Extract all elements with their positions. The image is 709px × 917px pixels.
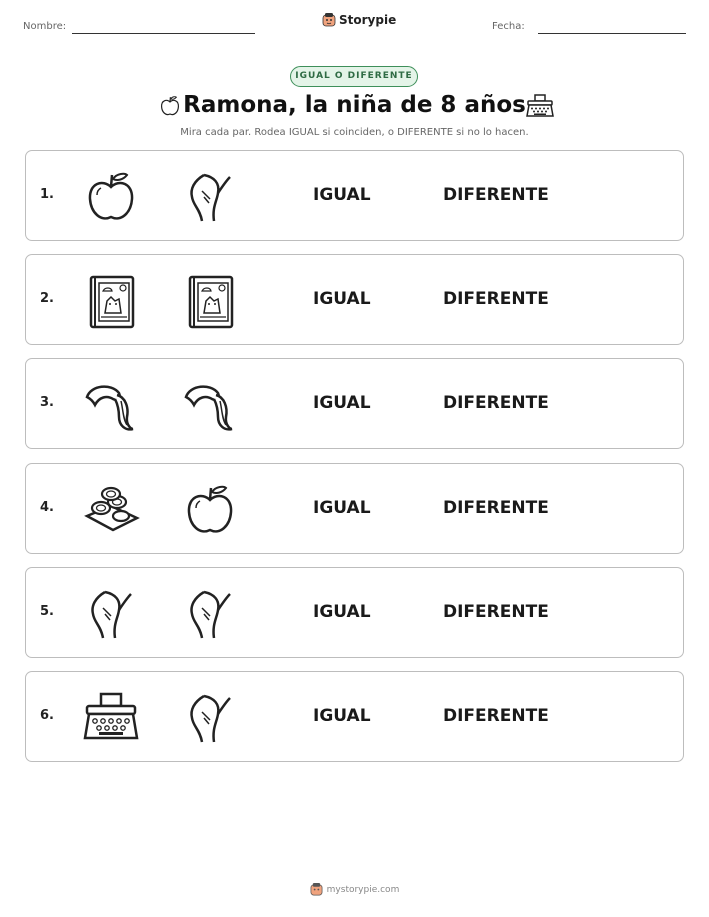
row-number: 5. <box>40 603 54 619</box>
igual-option[interactable]: IGUAL <box>313 706 371 726</box>
diferente-option[interactable]: DIFERENTE <box>443 289 549 310</box>
date-label: Fecha: <box>492 21 525 32</box>
row-number: 1. <box>40 187 54 202</box>
typewriter-icon <box>525 93 555 124</box>
knee-icon <box>81 584 141 644</box>
diferente-option[interactable]: DIFERENTE <box>443 706 549 726</box>
exercise-row <box>25 463 684 554</box>
brand-name: Storypie <box>339 13 397 27</box>
typewriter-icon <box>81 688 141 748</box>
storypie-logo-icon <box>310 882 323 897</box>
exercise-row <box>25 358 684 449</box>
knee-icon <box>180 167 240 227</box>
coins-icon <box>81 480 141 540</box>
footer <box>0 882 709 900</box>
diferente-option[interactable]: DIFERENTE <box>443 497 549 518</box>
brand-logo <box>322 12 396 28</box>
ponytail-icon <box>180 375 240 435</box>
worksheet-badge: IGUAL O DIFERENTE <box>290 66 418 87</box>
exercise-row <box>25 150 684 241</box>
knee-icon <box>180 584 240 644</box>
row-number: 4. <box>40 499 54 515</box>
exercise-row <box>25 254 684 345</box>
ponytail-icon <box>81 375 141 435</box>
row-number: 2. <box>40 291 54 307</box>
book-icon <box>180 271 240 331</box>
igual-option[interactable]: IGUAL <box>313 497 371 518</box>
knee-icon <box>180 688 240 748</box>
igual-option[interactable]: IGUAL <box>313 289 371 310</box>
diferente-option[interactable]: DIFERENTE <box>443 185 549 205</box>
igual-option[interactable]: IGUAL <box>313 393 371 414</box>
igual-option[interactable]: IGUAL <box>313 601 371 622</box>
footer-url[interactable]: mystorypie.com <box>326 884 400 895</box>
row-number: 6. <box>40 708 54 723</box>
page-title: Ramona, la niña de 8 años <box>183 92 526 118</box>
apple-icon <box>81 167 141 227</box>
date-line[interactable] <box>538 33 686 34</box>
instructions: Mira cada par. Rodea IGUAL si coinciden, o DIFERENTE si no lo hacen. <box>180 127 529 138</box>
igual-option[interactable]: IGUAL <box>313 185 371 205</box>
apple-icon <box>180 480 240 540</box>
exercise-row <box>25 671 684 762</box>
diferente-option[interactable]: DIFERENTE <box>443 601 549 622</box>
name-line[interactable] <box>72 33 255 34</box>
diferente-option[interactable]: DIFERENTE <box>443 393 549 414</box>
row-number: 3. <box>40 395 54 411</box>
storypie-logo-icon <box>322 12 336 28</box>
exercise-row <box>25 567 684 658</box>
name-label: Nombre: <box>23 21 67 32</box>
book-icon <box>81 271 141 331</box>
